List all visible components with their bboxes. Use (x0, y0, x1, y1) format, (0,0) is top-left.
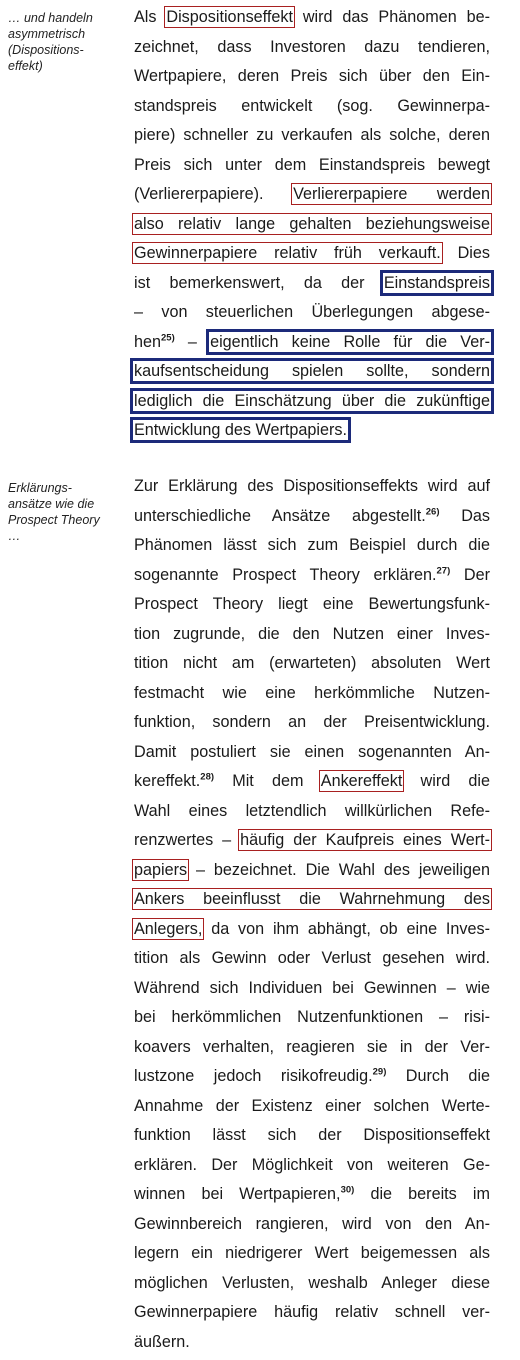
text-line: Preis sich unter dem Einstandspreis bewegt (134, 155, 490, 174)
text-line: koavers verhalten, reagieren sie in der Ver- (134, 1037, 490, 1056)
text-line: Gewinnerpapiere relativ früh verkauft. Dies (134, 244, 490, 262)
text-line (134, 357, 490, 387)
highlight-dispositionseffekt: Dispositionseffekt (166, 8, 293, 26)
text-line: funktion, sondern an der Preisentwicklung. (134, 713, 490, 731)
text-line: möglichen Verlusten, weshalb Anleger diese (134, 1273, 490, 1292)
text-line: Gewinnerpapiere häufig relativ schnell ver- (134, 1303, 490, 1321)
footnote-ref-25: 25) (161, 332, 175, 344)
footnote-ref-27: 27) (436, 565, 451, 577)
paragraph-disposition-effect (134, 3, 490, 446)
text-line: legern ein niedrigerer Wert beigemessen als (134, 1244, 490, 1262)
text-line: – von steuerlichen Überlegungen abgese- (134, 303, 490, 321)
highlight-einschaetzung: lediglich die Einschätzung über die zukünftige (134, 391, 490, 410)
text-line: festmacht wie eine herkömmliche Nutzen- (134, 683, 490, 702)
text-line: kereffekt.$^{28)}$ Mit dem Ankereffekt wird die (134, 771, 491, 790)
highlight-frueh-verkauft: Gewinnerpapiere relativ früh verkauft. (134, 244, 441, 262)
text-line: tion zugrunde, die den Nutzen einer Inves- (134, 624, 490, 643)
highlight-kaufpreis: häufig der Kaufpreis eines Wert- (240, 831, 491, 849)
footnote-ref-30: 30) (340, 1184, 355, 1196)
text-line (134, 885, 490, 915)
text-line: renzwertes – häufig der Kaufpreis eines Wert- (134, 831, 491, 849)
text-line: äußern. (134, 1332, 190, 1351)
text-line: Damit postuliert sie einen sogenannten An- (134, 742, 490, 761)
text-line: Phänomen lässt sich zum Beispiel durch die (134, 536, 490, 554)
text-line: lustzone jedoch risikofreudig.$^{29)}$ Durch die (134, 1066, 490, 1085)
margin-note-prospect-theory: Erklärungs-ansätze wie die Prospect Theory … (8, 481, 100, 543)
text-line: (Verliererpapiere). Verliererpapiere werden (134, 185, 490, 203)
text-line: standspreis entwickelt (sog. Gewinnerpa- (134, 96, 490, 115)
highlight-gehalten: also relativ lange gehalten beziehungsweise (134, 214, 490, 233)
text-line: tition nicht am (erwarteten) absoluten Wert (134, 654, 490, 672)
text-line: Wertpapiere, deren Preis sich über den Ein- (134, 67, 490, 85)
footnote-ref-28: 28) (200, 771, 215, 783)
footnote-ref-26: 26) (425, 506, 440, 518)
text-line: bei herkömmlichen Nutzenfunktionen – risi- (134, 1008, 490, 1026)
text-line: piere) schneller zu verkaufen als solche, deren (134, 126, 490, 144)
text-line: winnen bei Wertpapieren,$^{30)}$ die bereits im (134, 1184, 490, 1203)
highlight-anlegers: Anlegers, (134, 919, 203, 938)
highlight-keine-rolle: eigentlich keine Rolle für die Ver- (210, 332, 490, 351)
highlight-papiers: papiers (134, 860, 188, 879)
text-line: Prospect Theory liegt eine Bewertungsfunk- (134, 595, 490, 613)
margin-note-disposition: … und handeln asymmetrisch (Dispositions-effekt) (8, 11, 93, 73)
text-line: funktion lässt sich der Dispositionseffekt (134, 1126, 490, 1144)
highlight-verliererpapiere: Verliererpapiere werden (293, 185, 490, 203)
text-line: ist bemerkenswert, da der Einstandspreis (134, 273, 490, 292)
text-line: Wahl eines letztendlich willkürlichen Refe- (134, 801, 490, 820)
text-line: tition als Gewinn oder Verlust gesehen wird. (134, 949, 490, 967)
text-line: Annahme der Existenz einer solchen Werte- (134, 1096, 490, 1115)
text-line: Gewinnbereich rangieren, wird von den An- (134, 1214, 490, 1233)
text-line (134, 210, 490, 240)
highlight-ankereffekt: Ankereffekt (320, 772, 403, 790)
text-line: Als Dispositionseffekt wird das Phänomen be- (134, 8, 490, 26)
text-line: unterschiedliche Ansätze abgestellt.$^{26)}$ Das (134, 506, 490, 525)
highlight-ankers: Ankers beeinflusst die Wahrnehmung des (134, 890, 490, 908)
footnote-ref-29: 29) (372, 1066, 387, 1078)
text-line: Während sich Individuen bei Gewinnen – wie (134, 978, 490, 997)
text-line: papiers – bezeichnet. Die Wahl des jeweiligen (134, 860, 490, 879)
paragraph-prospect-theory (134, 472, 490, 1357)
text-line: hen$^{25)}$ – eigentlich keine Rolle für die Ver- (134, 332, 490, 351)
text-line: Anlegers, da von ihm abhängt, ob eine Inves- (134, 919, 490, 938)
highlight-entwicklung: Entwicklung des Wertpapiers. (134, 421, 347, 439)
text-line: zeichnet, dass Investoren dazu tendieren, (134, 37, 490, 56)
text-line: erklären. Der Möglichkeit von weiteren Ge- (134, 1155, 490, 1174)
highlight-einstandspreis: Einstandspreis (383, 273, 490, 292)
text-line (134, 416, 490, 446)
text-line (134, 387, 490, 417)
text-line: sogenannte Prospect Theory erklären.$^{27)}$ Der (134, 565, 490, 584)
highlight-kaufsentscheidung: kaufsentscheidung spielen sollte, sondern (134, 362, 490, 380)
text-line: Zur Erklärung des Dispositionseffekts wird auf (134, 477, 490, 495)
